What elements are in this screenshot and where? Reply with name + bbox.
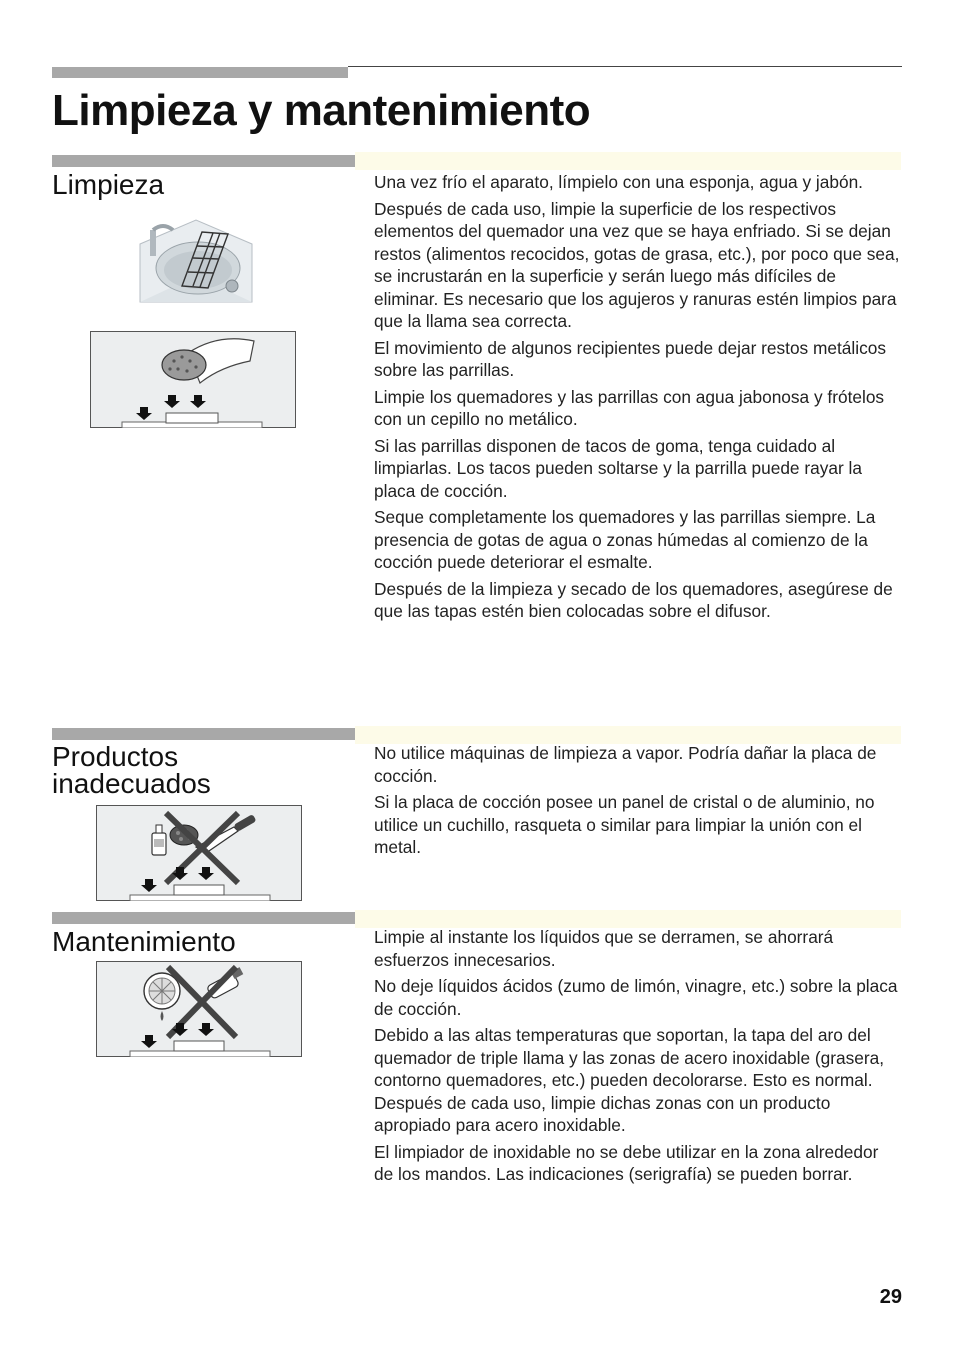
paragraph: No deje líquidos ácidos (zumo de limón, vinagre, etc.) sobre la placa de cocción. [374,976,898,1019]
sink-grate-illustration [136,216,256,308]
paragraph: Si la placa de cocción posee un panel de cristal o de aluminio, no utilice un cuchillo, rasqueta o similar para limpiar la unión con el metal. [374,792,875,857]
header-bar [52,67,348,78]
unsuitable-tools-illustration [96,805,302,901]
header-rule [348,66,902,67]
paragraph: Debido a las altas temperaturas que soportan, la tapa del aro del quemador de triple llama y las zonas de acero inoxidable (grasera, contorno quemadores, etc.) pueden decolorarse. Esto es normal. Después de cada uso, limpie dichas zonas con un producto apropiado para acero inoxidable. [374,1025,885,1135]
paragraph: Después de cada uso, limpie la superficie de los respectivos elementos del quemador una vez que se haya enfriado. Si se dejan restos (alimentos recocidos, gotas de grasa, etc.), por poco que sea, se incrustarán en la superficie y serán luego más difíciles de eliminar. Es necesario que los agujeros y ranuras estén limpios para que la llama sea correcta. [374,198,900,331]
paragraph: Limpie los quemadores y las parrillas con agua jabonosa y frótelos con un cepillo no metálico. [374,386,885,429]
section-body-limpieza [374,171,902,627]
paragraph: Seque completamente los quemadores y las parrillas siempre. La presencia de gotas de agua o zonas húmedas al comienzo de la cocción puede deteriorar el esmalte. [374,507,876,572]
section-heading-limpieza: Limpieza [52,169,165,200]
section-body-mantenimiento [374,926,902,1190]
section-heading-productos [52,743,211,797]
section-bar-limpieza [52,155,355,167]
paragraph: Si las parrillas disponen de tacos de goma, tenga cuidado al limpiarlas. Los tacos pueden soltarse y la parrilla puede rayar la placa de cocción. [374,435,862,501]
paragraph: Limpie al instante los líquidos que se derramen, se ahorrará esfuerzos innecesarios. [374,927,834,970]
page-number: 29 [879,1286,902,1308]
section-band-limpieza [355,152,901,170]
section-body-productos [374,742,902,863]
paragraph: Una vez frío el aparato, límpielo con una esponja, agua y jabón. [374,172,863,192]
acid-liquids-illustration [96,961,302,1057]
page-title: Limpieza y mantenimiento [52,86,591,135]
heading-line: Productos [52,741,179,772]
paragraph: No utilice máquinas de limpieza a vapor. Podría dañar la placa de cocción. [374,743,877,786]
hand-sponge-illustration [90,331,296,428]
paragraph: Después de la limpieza y secado de los quemadores, asegúrese de que las tapas estén bien colocadas sobre el difusor. [374,578,893,621]
section-bar-mantenimiento [52,912,355,924]
section-bar-productos [52,728,355,740]
section-heading-mantenimiento: Mantenimiento [52,926,236,957]
paragraph: El movimiento de algunos recipientes puede dejar restos metálicos sobre las parrillas. [374,337,886,380]
paragraph: El limpiador de inoxidable no se debe utilizar en la zona alrededor de los mandos. Las indicaciones (serigrafía) se pueden borrar. [374,1141,879,1184]
heading-line: inadecuados [52,768,211,799]
